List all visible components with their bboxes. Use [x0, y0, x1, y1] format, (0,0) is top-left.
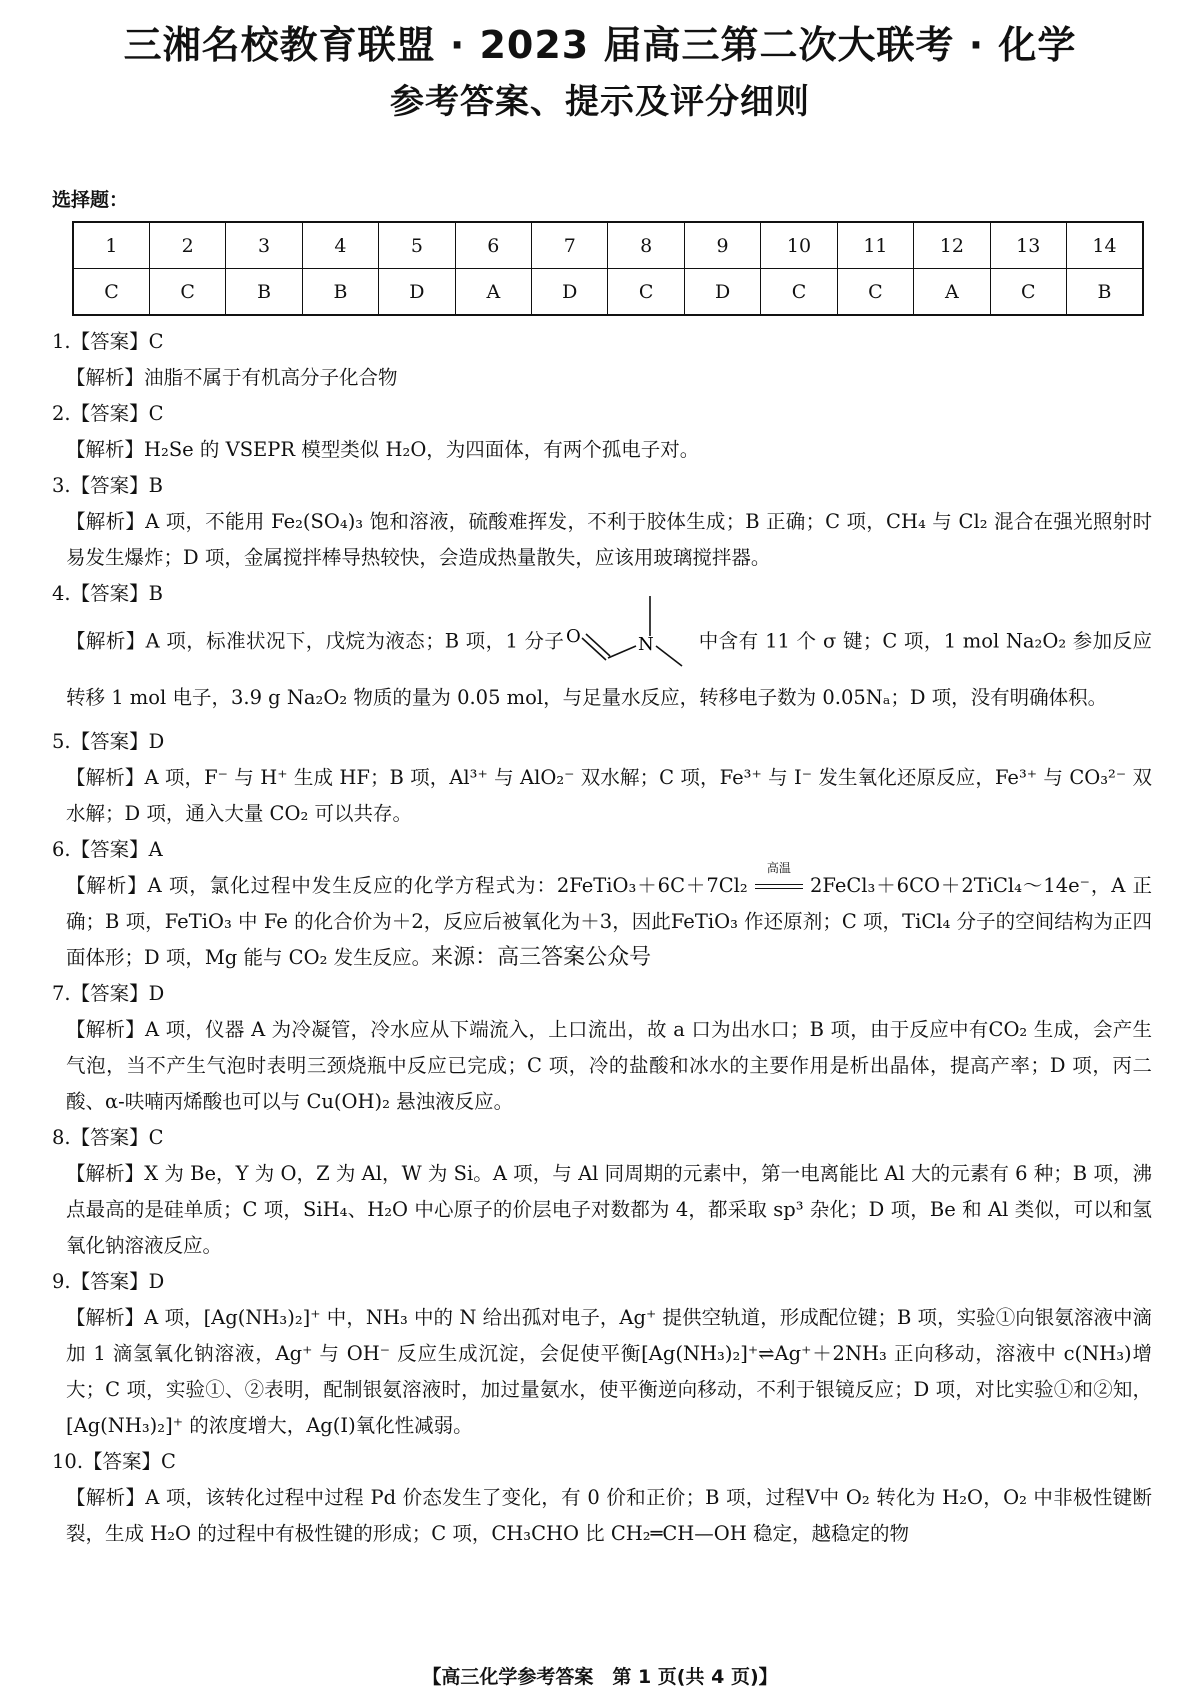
- question-number: 9: [684, 222, 760, 269]
- answer-letter: D: [532, 269, 608, 316]
- dmf-structure-diagram: [564, 592, 694, 672]
- q6-analysis-part-b: 2FeCl₃＋6CO＋2TiCl₄～14e⁻，A 正确；B 项，FeTiO₃ 中 Fe 的化合价为＋2，反应后被氧化为＋3，因此FeTiO₃ 作还原剂；C 项，TiCl₄ 分子的空间结构为正四面体形；D 项，Mg 能与 CO₂ 发生反应。: [66, 874, 1152, 969]
- answer-letter: C: [73, 269, 149, 316]
- q4-analysis-part-a: 【解析】A 项，标准状况下，戊烷为液态；B 项，1 分子: [66, 629, 565, 653]
- q7-analysis: 【解析】A 项，仪器 A 为冷凝管，冷水应从下端流入，上口流出，故 a 口为出水口；B 项，由于反应中有CO₂ 生成，会产生气泡，当不产生气泡时表明三颈烧瓶中反应已完成；C 项，冷的盐酸和冰水的主要作用是析出晶体，提高产率；D 项，丙二酸、α-呋喃丙烯酸也可以与 Cu(OH)₂ 悬浊液反应。: [66, 1018, 1152, 1113]
- answer-letter: C: [608, 269, 684, 316]
- q6-analysis: [52, 860, 1152, 976]
- question-number: 6: [455, 222, 531, 269]
- answer-letter: B: [1066, 269, 1143, 316]
- answer-table: [72, 221, 1144, 316]
- question-number: 4: [302, 222, 378, 269]
- answer-letter: B: [226, 269, 302, 316]
- q4-answer: 4.【答案】B: [52, 582, 163, 605]
- answer-letter: B: [302, 269, 378, 316]
- question-number: 10: [761, 222, 837, 269]
- q3-answer: 3.【答案】B: [52, 474, 163, 497]
- answer-letter: D: [684, 269, 760, 316]
- answer-letter: C: [837, 269, 913, 316]
- nitrogen-atom-label: N: [638, 634, 655, 655]
- explanations: [52, 324, 1152, 1552]
- oxygen-atom-label: O: [566, 626, 582, 647]
- q7-answer: 7.【答案】D: [52, 982, 165, 1005]
- answer-letter: A: [914, 269, 990, 316]
- q2-analysis: 【解析】H₂Se 的 VSEPR 模型类似 H₂O，为四面体，有两个孤电子对。: [66, 438, 700, 461]
- answer-table-number-row: [73, 222, 1143, 269]
- question-number: 13: [990, 222, 1066, 269]
- page-footer: 【高三化学参考答案 第 1 页(共 4 页)】: [422, 1666, 778, 1688]
- q6-answer: 6.【答案】A: [52, 838, 163, 861]
- question-number: 7: [532, 222, 608, 269]
- q1-analysis: 【解析】油脂不属于有机高分子化合物: [66, 366, 398, 389]
- question-number: 1: [73, 222, 149, 269]
- page-title: 三湘名校教育联盟 · 2023 届高三第二次大联考 · 化学: [123, 23, 1077, 67]
- question-number: 5: [379, 222, 455, 269]
- q5-answer: 5.【答案】D: [52, 730, 165, 753]
- question-number: 3: [226, 222, 302, 269]
- choice-section-label: 选择题：: [52, 189, 129, 211]
- q5-analysis: 【解析】A 项，F⁻ 与 H⁺ 生成 HF；B 项，Al³⁺ 与 AlO₂⁻ 双水解；C 项，Fe³⁺ 与 I⁻ 发生氧化还原反应，Fe³⁺ 与 CO₃²⁻ 双水解；D 项，通入大量 CO₂ 可以共存。: [66, 766, 1152, 825]
- question-number: 8: [608, 222, 684, 269]
- q4-analysis-part-b: 中含有 11 个 σ 键；C 项，1 mol Na₂O₂ 参加反应转移 1 mol 电子，3.9 g Na₂O₂ 物质的量为 0.05 mol，与足量水反应，转移电子数为 0.05Nₐ；D 项，没有明确体积。: [66, 629, 1152, 709]
- question-number: 12: [914, 222, 990, 269]
- q9-analysis: 【解析】A 项，[Ag(NH₃)₂]⁺ 中，NH₃ 中的 N 给出孤对电子，Ag⁺ 提供空轨道，形成配位键；B 项，实验①向银氨溶液中滴加 1 滴氢氧化钠溶液，Ag⁺ 与 OH⁻ 反应生成沉淀，会促使平衡[Ag(NH₃)₂]⁺⇌Ag⁺＋2NH₃ 正向移动，溶液中 c(NH₃)增大；C 项，实验①、②表明，配制银氨溶液时，加过量氨水，使平衡逆向移动，不利于银镜反应；D 项，对比实验①和②知，[Ag(NH₃)₂]⁺ 的浓度增大，Ag(Ⅰ)氧化性减弱。: [66, 1306, 1152, 1437]
- answer-letter: D: [379, 269, 455, 316]
- q8-analysis: 【解析】X 为 Be，Y 为 O，Z 为 Al，W 为 Si。A 项，与 Al 同周期的元素中，第一电离能比 Al 大的元素有 6 种；B 项，沸点最高的是硅单质；C 项，SiH₄、H₂O 中心原子的价层电子对数都为 4，都采取 sp³ 杂化；D 项，Be 和 Al 类似，可以和氢氧化钠溶液反应。: [66, 1162, 1152, 1257]
- q10-answer: 10.【答案】C: [52, 1450, 176, 1473]
- question-number: 2: [149, 222, 225, 269]
- q8-answer: 8.【答案】C: [52, 1126, 164, 1149]
- reaction-condition-label: 高温: [766, 860, 791, 875]
- question-number: 11: [837, 222, 913, 269]
- q1-answer: 1.【答案】C: [52, 330, 164, 353]
- q6-analysis-part-a: 【解析】A 项，氯化过程中发生反应的化学方程式为：2FeTiO₃＋6C＋7Cl₂: [66, 874, 755, 897]
- q2-answer: 2.【答案】C: [52, 402, 164, 425]
- source-watermark: 来源：高三答案公众号: [431, 945, 652, 970]
- answer-letter: C: [149, 269, 225, 316]
- answer-letter: C: [761, 269, 837, 316]
- q10-analysis: 【解析】A 项，该转化过程中过程 Pd 价态发生了变化，有 0 价和正价；B 项，过程Ⅴ中 O₂ 转化为 H₂O，O₂ 中非极性键断裂，生成 H₂O 的过程中有极性键的形成；C 项，CH₃CHO 比 CH₂═CH—OH 稳定，越稳定的物: [66, 1486, 1152, 1545]
- page-subtitle: 参考答案、提示及评分细则: [390, 82, 810, 122]
- q9-answer: 9.【答案】D: [52, 1270, 165, 1293]
- answer-table-answer-row: [73, 269, 1143, 316]
- q4-analysis: [52, 612, 1152, 724]
- answer-letter: A: [455, 269, 531, 316]
- reaction-condition-arrow: [755, 860, 803, 897]
- answer-letter: C: [990, 269, 1066, 316]
- question-number: 14: [1066, 222, 1143, 269]
- q3-analysis: 【解析】A 项，不能用 Fe₂(SO₄)₃ 饱和溶液，硫酸难挥发，不利于胶体生成；B 正确；C 项，CH₄ 与 Cl₂ 混合在强光照射时易发生爆炸；D 项，金属搅拌棒导热较快，会造成热量散失，应该用玻璃搅拌器。: [66, 510, 1152, 569]
